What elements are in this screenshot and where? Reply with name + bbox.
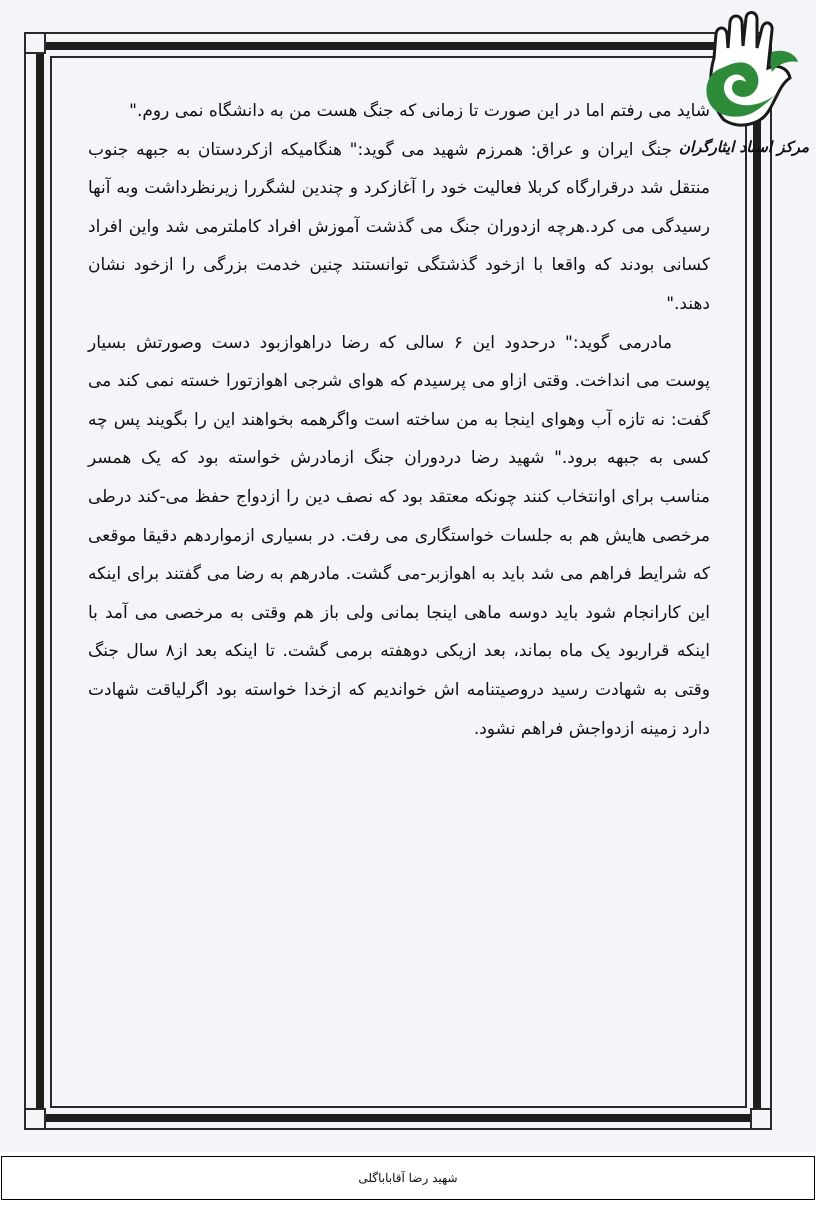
- paragraph-3: مادرمی گوید:" درحدود این ۶ سالی که رضا دراهوازبود دست وصورتش بسیار پوست می انداخت. وقتی ازاو می پرسیدم که هوای شرجی اهوازتورا خسته نمی کند می گفت: نه تازه آب وهوای اینجا به من ساخته است واگرهمه بخواهند این را بگویند پس چه کسی به جبهه برود." شهید رضا دردوران جنگ ازمادرش خواسته بود که یک همسر مناسب برای اوانتخاب کنند چونکه معتقد بود که نصف دین را ازدواج حفظ می-کند درطی مرخصی هایش هم به جلسات خواستگاری می رفت. در بسیاری ازمواردهم دقیقا موقعی که شرایط فراهم می شد باید به اهوازبر-می گشت. مادرهم به رضا می گفتند برای اینکه این کارانجام شود باید دوسه ماهی اینجا بمانی ولی باز هم وقتی به مرخصی می آمد با اینکه قراربود یک ماه بماند، بعد ازیکی دوهفته برمی گشت. تا اینکه بعد از۸ سال جنگ وقتی به شهادت رسید دروصیتنامه اش خواندیم که ازخدا خواسته بود اگرلیاقت شهادت دارد زمینه ازدواجش فراهم نشود.: [88, 332, 711, 739]
- caption-box: [1, 1156, 815, 1200]
- border-corner-bottom-right: [750, 1108, 772, 1130]
- border-corner-top-left: [24, 32, 46, 54]
- paragraph-1: شاید می رفتم اما در این صورت تا زمانی که جنگ هست من به دانشگاه نمی روم.": [129, 101, 710, 121]
- logo-caption: مرکز اسناد ایثارگران: [679, 138, 809, 156]
- caption-text: شهید رضا آقاباباگلی: [358, 1171, 458, 1185]
- paragraph-2: جنگ ایران و عراق: همرزم شهید می گوید:" هنگامیکه ازکردستان به جبهه جنوب منتقل شد درقرارگاه کربلا فعالیت خود را آغازکرد و چندین لشگررا زیرنظرداشت وبه آنها رسیدگی می کرد.هرچه ازدوران جنگ می گذشت آموزش افراد کاملترمی شد واین افراد کسانی بودند که واقعا با ازخود گذشتگی توانستند چنین خدمت بزرگی را ازخود نشان دهند.": [88, 139, 710, 314]
- border-corner-bottom-left: [24, 1108, 46, 1130]
- document-body: [88, 92, 710, 748]
